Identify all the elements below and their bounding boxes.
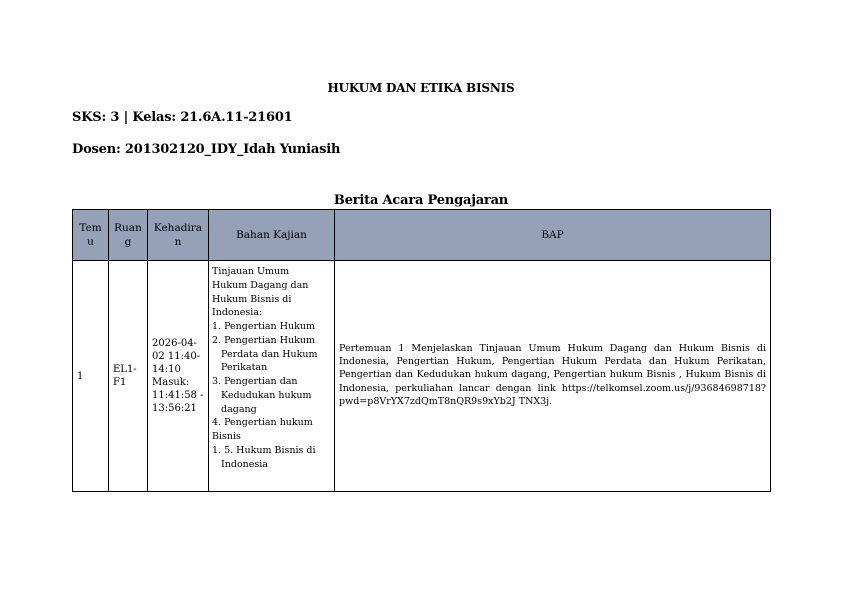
document-title: HUKUM DAN ETIKA BISNIS <box>327 81 515 95</box>
cell-kehadiran: 2026-04-02 11:40-14:10 Masuk: 11:41:58 - 13:56:21 <box>148 261 209 492</box>
bahan-item: 3. Pengertian dan Kedudukan hukum dagang <box>212 376 312 415</box>
teaching-record-table <box>72 209 771 492</box>
bahan-item: 1. Pengertian Hukum <box>212 321 315 333</box>
header-kehadiran: Kehadira n <box>148 210 209 261</box>
header-bap: BAP <box>335 210 771 261</box>
table-caption: Berita Acara Pengajaran <box>333 193 509 208</box>
header-ruang: Ruan g <box>109 210 148 261</box>
cell-ruang: EL1-F1 <box>109 261 148 492</box>
cell-bap: Pertemuan 1 Menjelaskan Tinjauan Umum Hukum Dagang dan Hukum Bisnis di Indonesia, Pengertian Hukum, Pengertian Hukum Perdata dan Hukum Perikatan, Pengertian dan Kedudukan hukum dagang, Pengertian hukum Bisnis , Hukum Bisnis di Indonesia, perkuliahan lancar dengan link https://telkomsel.zoom.us/j/93684698718?pwd=p8VrYX7zdQmT8nQR9s9xYb2J TNX3j. <box>335 261 771 492</box>
bahan-item: 2. Pengertian Hukum Perdata dan Hukum Perikatan <box>212 334 318 374</box>
bahan-item: 1. 5. Hukum Bisnis di Indonesia <box>212 444 316 470</box>
header-temu: Tem u <box>73 210 109 261</box>
table-header-row <box>73 210 771 261</box>
bahan-intro: Tinjauan Umum Hukum Dagang dan Hukum Bisnis di Indonesia: <box>212 266 309 319</box>
bahan-item: 4. Pengertian hukum Bisnis <box>212 417 313 443</box>
lecturer-line: Dosen: 201302120_IDY_Idah Yuniasih <box>72 142 341 157</box>
table-row <box>73 261 771 492</box>
header-bahan-kajian: Bahan Kajian <box>209 210 335 261</box>
sks-class-line: SKS: 3 | Kelas: 21.6A.11-21601 <box>72 110 293 125</box>
cell-bahan-kajian <box>209 261 335 492</box>
cell-temu: 1 <box>73 261 109 492</box>
